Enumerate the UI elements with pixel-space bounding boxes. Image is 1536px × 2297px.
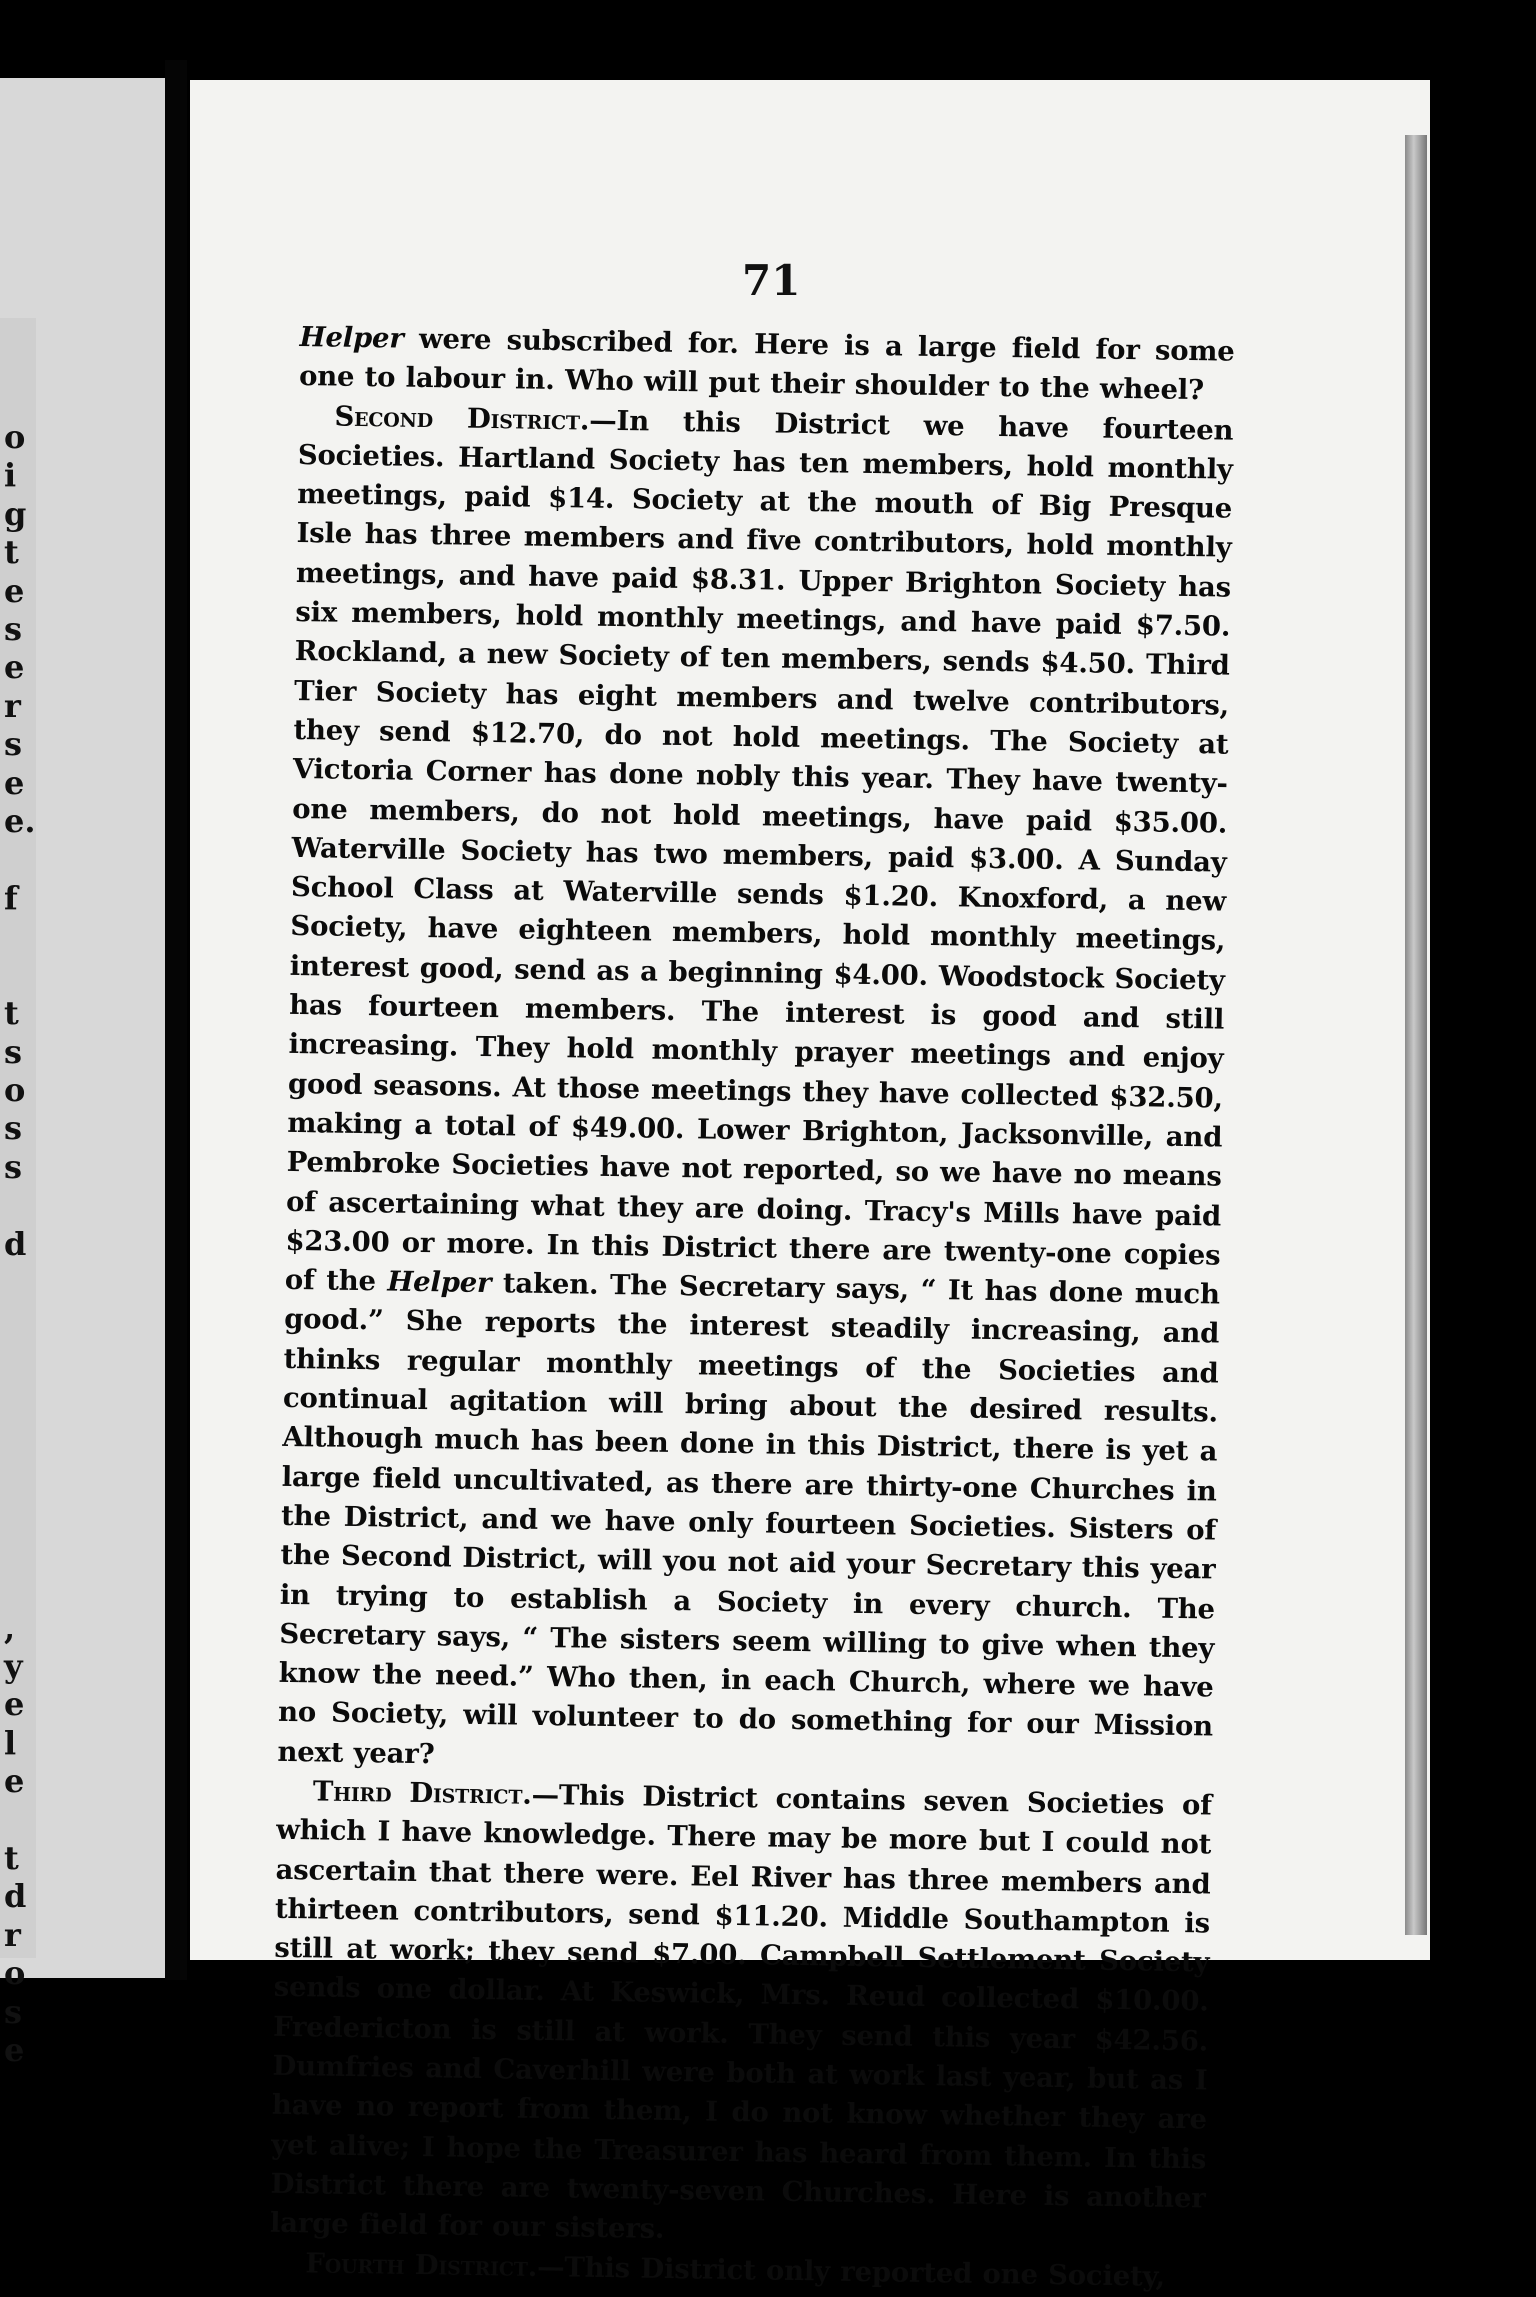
left-edge-char: o <box>4 418 26 456</box>
italic-title: Helper <box>387 1265 492 1300</box>
left-edge-char: t <box>4 533 19 572</box>
left-edge-char: s <box>4 1109 23 1148</box>
left-edge-char: r <box>4 1915 21 1954</box>
left-edge-char <box>4 1801 36 1839</box>
left-edge-char: s <box>4 610 23 649</box>
left-edge-char: s <box>4 725 23 764</box>
left-edge-char <box>4 1340 36 1378</box>
paragraph <box>277 397 1233 1787</box>
left-edge-char: e <box>4 763 25 802</box>
left-edge-char <box>4 1263 36 1301</box>
left-edge-char <box>4 1301 36 1339</box>
left-edge-char: e <box>4 1685 25 1724</box>
left-edge-char: d <box>4 1224 27 1263</box>
left-edge-char: y <box>4 1647 23 1685</box>
left-edge-char <box>4 1378 36 1416</box>
left-edge-char: l <box>4 1723 17 1762</box>
left-edge-char <box>4 840 36 878</box>
left-edge-char: e <box>4 571 25 610</box>
district-heading: Fourth District. <box>305 2246 538 2283</box>
paragraph-text: —In this District we have fourteen Societies. Hartland Society has ten members, hold monthly meetings, paid $14. Society at the mouth of Big Presque Isle has three members and five contributors, hold monthly meetings, and have paid $8.31. Upper Brighton Society has six members, hold monthly meetings, and have paid $7.50. Rockland, a new Society of ten members, sends $4.50. Third Tier Society has eight members and twelve contributors, they send $12.70, do not hold meetings. The Society at Victoria Corner has done nobly this year. They have twenty-one members, do not hold meetings, have paid $35.00. Waterville Society has two members, paid $3.00. A Sunday School Class at Waterville sends $1.20. Knoxford, a new Society, have eighteen members, hold monthly meetings, interest good, send as a beginning $4.00. Woodstock Society has fourteen members. The interest is good and still increasing. They hold monthly prayer meetings and enjoy good seasons. At those meetings they have collected $32.50, making a total of $49.00. Lower Brighton, Jacksonville, and Pembroke Societies have not reported, so we have no means of ascertaining what they are doing. Tracy's Mills have paid $23.00 or more. In this District there are twenty-one copies of the <box>284 404 1234 1298</box>
left-edge-char: e <box>4 1762 25 1801</box>
paragraph-text: taken. The Secretary says, “ It has done much good.” She reports the interest steadily increasing, and thinks regular monthly meetings of the Societies and continual agitation will bring about the desired results. Although much has been done in this District, there is yet a large field uncultivated, as there are thirty-one Churches in the District, and we have only fourteen Societies. Sisters of the Second District, will you not aid your Secretary this year in trying to establish a Society in every church. The Secretary says, “ The sisters seem willing to give when they know the need.” Who then, in each Church, where we have no Society, will volunteer to do something for our Mission next year? <box>277 1267 1221 1770</box>
left-edge-char: e <box>4 648 25 687</box>
left-edge-char: g <box>4 494 27 533</box>
book-gutter <box>165 60 187 1980</box>
left-edge-char: s <box>4 1032 23 1071</box>
paragraph <box>299 318 1235 411</box>
left-edge-char <box>4 1455 36 1493</box>
left-edge-char <box>4 1417 36 1455</box>
left-edge-char <box>4 917 36 955</box>
left-edge-char <box>4 1532 36 1570</box>
italic-title: Helper <box>299 320 404 355</box>
page-body-text <box>269 318 1235 2297</box>
paragraph-text: —This District only reported one Society, <box>536 2250 1166 2293</box>
district-heading: Third District. <box>312 1775 532 1811</box>
left-page-edge-text <box>4 418 36 2069</box>
left-edge-char <box>4 1570 36 1608</box>
left-edge-char <box>4 956 36 994</box>
left-edge-char <box>4 1493 36 1531</box>
paragraph <box>270 1772 1212 2258</box>
page-stack-edge <box>1405 135 1427 1935</box>
left-edge-char: s <box>4 1147 23 1186</box>
district-heading: Second District. <box>334 400 590 437</box>
left-edge-char: , <box>4 1608 16 1647</box>
paragraph-text: —This District contains seven Societies of which I have knowledge. There may be more but I could not ascertain that there were. Eel River has three members and thirteen contributors, send $11.20. Middle Southampton is still at work; they send $7.00. Campbell Settlement Society sends one dollar. At Keswick, Mrs. Reud collected $10.00. Fredericton is still at work. They send this year $42.56. Dumfries and Caverhill were both at work last year, but as I have no report from them, I do not know whether they are yet alive; I hope the Treasurer has heard from them. In this District there are twenty-seven Churches. Here is another large field for our sisters. <box>269 1778 1212 2246</box>
left-edge-char: o <box>4 1070 26 1109</box>
left-edge-char: r <box>4 686 21 725</box>
paragraph-text: were subscribed for. Here is a large field for some one to labour in. Who will put their shoulder to the wheel? <box>298 322 1235 407</box>
page-number: 71 <box>742 256 801 305</box>
left-edge-char: e <box>4 2031 25 2070</box>
left-page-sliver <box>0 78 165 2070</box>
left-edge-char: s <box>4 1992 23 2031</box>
left-edge-char: o <box>4 1954 26 1993</box>
left-edge-char <box>4 1186 36 1224</box>
left-edge-char: i <box>4 456 17 495</box>
left-edge-char: t <box>4 1839 19 1878</box>
left-edge-char: e. <box>4 802 36 841</box>
left-edge-char: t <box>4 994 19 1033</box>
left-edge-char: d <box>4 1877 27 1916</box>
left-edge-char: f <box>4 878 18 917</box>
